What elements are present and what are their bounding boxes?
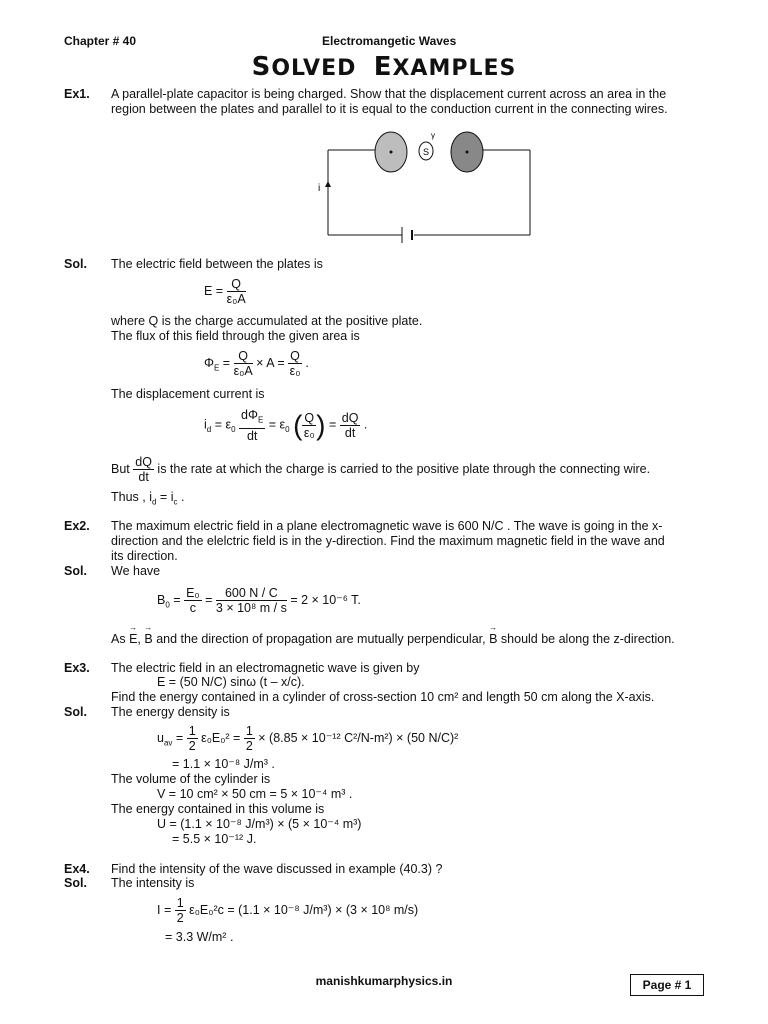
sol3-line2: The volume of the cylinder is: [111, 772, 271, 786]
ex3-label: Ex3.: [64, 661, 90, 675]
sol1-but-line: But $\frac{dQ}{dt}$ is the rate at which the charge is carried to the positive plate through the connecting wire.: [111, 455, 651, 484]
sol2-direction-line: As → E, → B and the direction of propagation are mutually perpendicular, → B should be along the z-direction.: [111, 632, 675, 646]
sol1-thus-line: Thus , $i_d = i_c$ .: [111, 490, 185, 507]
ex1-label: Ex1.: [64, 87, 90, 101]
sol1-eq2: $\Phi_E$ = $\frac{Q}{\text{ε₀A}}$ × A = $\frac{Q}{\text{ε₀}}$ .: [204, 349, 309, 378]
ex3-line1: The electric field in an electromagnetic wave is given by: [111, 661, 420, 675]
sol1-eq1: E = $\frac{Q}{\text{ε₀A}}$: [204, 277, 246, 306]
sol2-line1: We have: [111, 564, 161, 578]
sol4-line1: The intensity is: [111, 876, 195, 890]
page-number: Page # 1: [642, 978, 692, 992]
ex4-label: Ex4.: [64, 862, 90, 876]
sol4-eq: I = $\frac{1}{2}$ ε₀E₀²c = (1.1 × 10⁻⁸ J/m³) × (3 × 10⁸ m/s): [157, 896, 419, 925]
page-title: SOLVED EXAMPLES: [251, 52, 517, 82]
sol4-eq-line2: = 3.3 W/m² .: [165, 930, 234, 944]
sol3-line3: The energy contained in this volume is: [111, 802, 325, 816]
sol1-eq3: $i_d = \varepsilon_0$ $\frac{d\Phi_E}{dt}$ = $\varepsilon_0$ ( $\frac{Q}{\text{ε₀}}$ ) = $\frac{dQ}{dt}$ .: [204, 408, 368, 443]
sol3-eq2: V = 10 cm² × 50 cm = 5 × 10⁻⁴ m³ .: [157, 787, 353, 801]
sol1-line2: where Q is the charge accumulated at the positive plate.: [111, 314, 423, 328]
sol2-eq: $B_0$ = $\frac{\text{E₀}}{c}$ = $\frac{600 N / C}{\text{3 × 10⁸ m / s}}$ = 2 × 10⁻⁶ T.: [157, 586, 361, 615]
ex4-line1: Find the intensity of the wave discussed in example (40.3) ?: [111, 862, 443, 876]
sol3-line1: The energy density is: [111, 705, 230, 719]
current-arrow-icon: [325, 181, 331, 187]
footer-site[interactable]: manishkumarphysics.in: [315, 974, 453, 988]
page-number-box: [630, 974, 704, 996]
ex3-line2: E = (50 N/C) sinω (t – x/c).: [157, 675, 305, 689]
sol3-eq1: $u_{av}$ = $\frac{1}{2}$ ε₀E₀² = $\frac{1}{2}$ × (8.85 × 10⁻¹² C²/N-m²) × (50 N/C)²: [157, 724, 459, 753]
ex1-text: A parallel-plate capacitor is being charged. Show that the displacement current across an area in the region between the plates and parallel to it is equal to the conduction current in the connecting wires.: [111, 87, 668, 116]
sol1-line4: The displacement current is: [111, 387, 265, 401]
gamma-label: γ: [431, 131, 435, 140]
sol3-eq3-line2: = 5.5 × 10⁻¹² J.: [172, 832, 257, 846]
sol3-eq3: U = (1.1 × 10⁻⁸ J/m³) × (5 × 10⁻⁴ m³): [157, 817, 362, 831]
sol2-label: Sol.: [64, 564, 87, 578]
sol4-label: Sol.: [64, 876, 87, 890]
capacitor-circuit-diagram: [315, 125, 540, 250]
ex3-line3: Find the energy contained in a cylinder of cross-section 10 cm² and length 50 cm along the X-axis.: [111, 690, 655, 704]
sol1-line1: The electric field between the plates is: [111, 257, 323, 271]
sol1-label: Sol.: [64, 257, 87, 271]
sol3-eq1-line2: = 1.1 × 10⁻⁸ J/m³ .: [172, 757, 275, 771]
s-label: S: [422, 147, 430, 157]
i-label: i: [318, 183, 321, 194]
chapter-label: Chapter # 40: [64, 34, 137, 48]
sol1-line3: The flux of this field through the given area is: [111, 329, 360, 343]
ex2-label: Ex2.: [64, 519, 90, 533]
ex2-text: The maximum electric field in a plane electromagnetic wave is 600 N/C . The wave is going in the x- direction and the elelctric field is in the y-direction. Find the maximum magnetic field in the wave and its direction.: [111, 519, 665, 563]
sol3-label: Sol.: [64, 705, 87, 719]
subject-label: Electromangetic Waves: [322, 34, 457, 48]
